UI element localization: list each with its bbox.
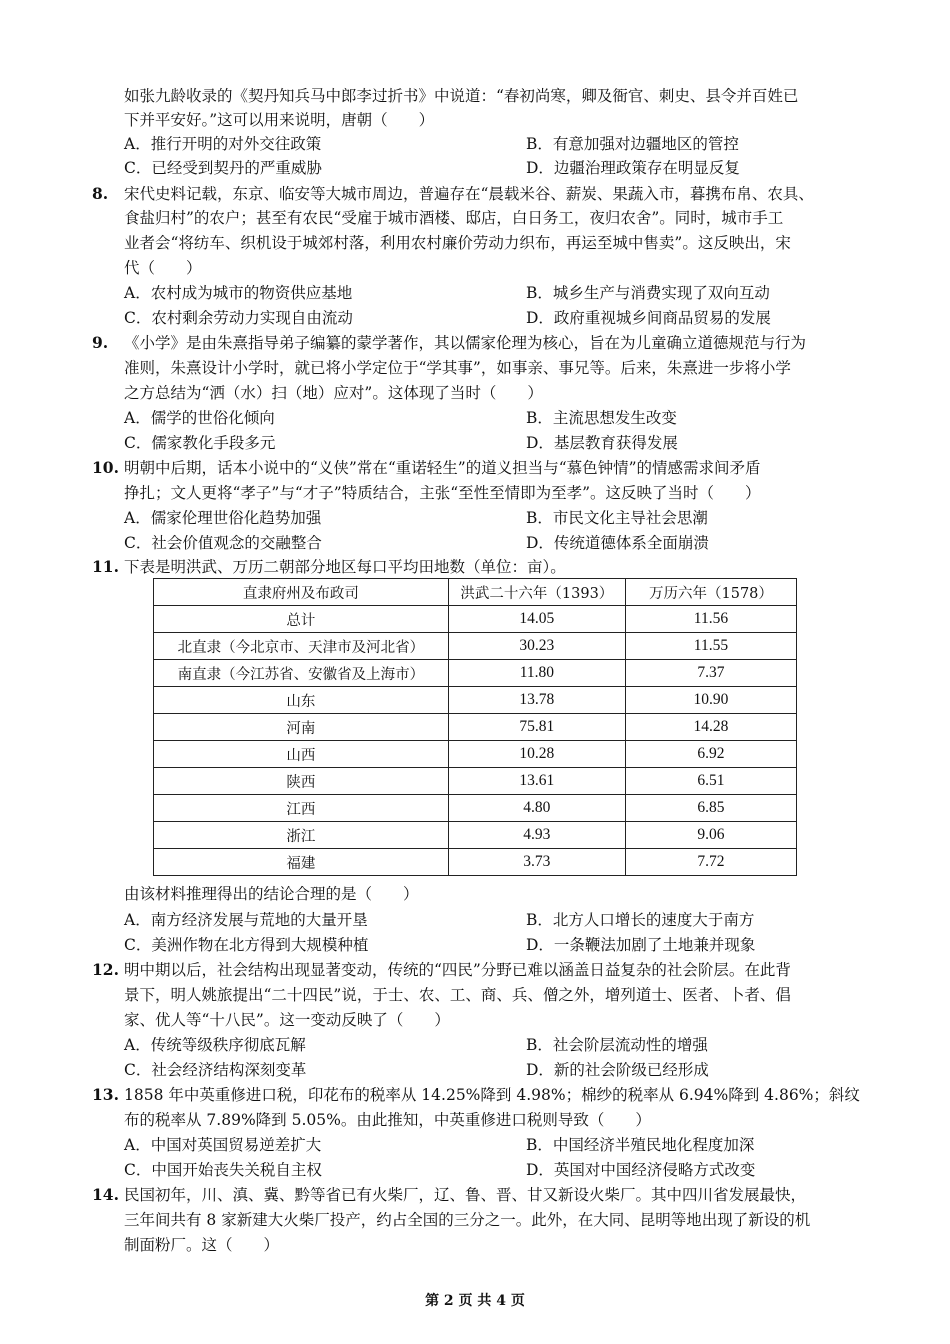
q10-option-d: D．传统道德体系全面崩溃	[526, 534, 709, 552]
q9-option-a: A．儒学的世俗化倾向	[124, 409, 275, 427]
q12-option-a: A．传统等级秩序彻底瓦解	[124, 1036, 306, 1054]
table-row	[154, 660, 797, 687]
q7-option-c: C．已经受到契丹的严重威胁	[124, 159, 322, 177]
table-row	[154, 795, 797, 822]
q14-line-1: 民国初年，川、滇、冀、黔等省已有火柴厂，辽、鲁、晋、甘又新设火柴厂。其中四川省发展最快，	[124, 1186, 807, 1204]
table-cell-region: 江西	[154, 795, 449, 822]
q14-number: 14.	[92, 1185, 119, 1204]
table-cell-wanli: 11.55	[625, 633, 796, 660]
q9-line-1: 《小学》是由朱熹指导弟子编纂的蒙学著作，其以儒家伦理为核心，旨在为儿童确立道德规范与行为	[124, 334, 807, 352]
q7-option-d: D．边疆治理政策存在明显反复	[526, 159, 740, 177]
table-cell-hongwu: 14.05	[448, 606, 625, 633]
table-cell-wanli: 14.28	[625, 714, 796, 741]
q13-number: 13.	[92, 1085, 119, 1104]
table-cell-wanli: 11.56	[625, 606, 796, 633]
q8-line-2: 食盐归村”的农户；甚至有农民“受雇于城市酒楼、邸店，白日务工，夜归农舍”。同时，城市手工	[124, 209, 784, 227]
q10-line-1: 明朝中后期，话本小说中的“义侠”常在“重诺轻生”的道义担当与“慕色钟情”的情感需求间矛盾	[124, 459, 761, 477]
q14-line-2: 三年间共有 8 家新建大火柴厂投产，约占全国的三分之一。此外，在大同、昆明等地出现了新设的机	[124, 1211, 811, 1229]
q7-line-1: 如张九龄收录的《契丹知兵马中郎李过折书》中说道：“春初尚寒，卿及衙官、刺史、县令并百姓已	[124, 87, 799, 105]
q10-option-a: A．儒家伦理世俗化趋势加强	[124, 509, 322, 527]
q13-option-c: C．中国开始丧失关税自主权	[124, 1161, 322, 1179]
q8-option-c: C．农村剩余劳动力实现自由流动	[124, 309, 353, 327]
q11-option-b: B．北方人口增长的速度大于南方	[526, 911, 755, 929]
table-row	[154, 768, 797, 795]
table-cell-hongwu: 30.23	[448, 633, 625, 660]
q9-line-3: 之方总结为“洒（水）扫（地）应对”。这体现了当时（ ）	[124, 384, 543, 402]
table-cell-hongwu: 4.80	[448, 795, 625, 822]
table-cell-wanli: 6.51	[625, 768, 796, 795]
q12-line-1: 明中期以后，社会结构出现显著变动，传统的“四民”分野已难以涵盖日益复杂的社会阶层。在此背	[124, 961, 791, 979]
q9-option-d: D．基层教育获得发展	[526, 434, 678, 452]
q13-option-a: A．中国对英国贸易逆差扩大	[124, 1136, 322, 1154]
table-cell-hongwu: 13.61	[448, 768, 625, 795]
q11-option-c: C．美洲作物在北方得到大规模种植	[124, 936, 369, 954]
table-cell-hongwu: 4.93	[448, 822, 625, 849]
q7-line-2: 下并平安好。”这可以用来说明，唐朝（ ）	[124, 111, 435, 129]
q13-option-b: B．中国经济半殖民地化程度加深	[526, 1136, 755, 1154]
table-row	[154, 687, 797, 714]
q11-number: 11.	[92, 557, 119, 576]
q11-option-a: A．南方经济发展与荒地的大量开垦	[124, 911, 368, 929]
table-row	[154, 822, 797, 849]
q9-number: 9.	[92, 333, 109, 352]
table-cell-region: 北直隶（今北京市、天津市及河北省）	[154, 633, 449, 660]
table-cell-region: 福建	[154, 849, 449, 876]
q9-option-b: B．主流思想发生改变	[526, 409, 677, 427]
q14-line-3: 制面粉厂。这（ ）	[124, 1236, 280, 1254]
table-cell-hongwu: 10.28	[448, 741, 625, 768]
table-cell-region: 浙江	[154, 822, 449, 849]
q13-line-1: 1858 年中英重修进口税，印花布的税率从 14.25%降到 4.98%；棉纱的税率从 6.94%降到 4.86%；斜纹	[124, 1086, 860, 1104]
table-cell-region: 总计	[154, 606, 449, 633]
table-cell-wanli: 7.37	[625, 660, 796, 687]
table-header-row	[154, 579, 797, 606]
table-cell-region: 河南	[154, 714, 449, 741]
q12-option-c: C．社会经济结构深刻变革	[124, 1061, 307, 1079]
table-cell-region: 陕西	[154, 768, 449, 795]
table-cell-wanli: 9.06	[625, 822, 796, 849]
table-cell-region: 山东	[154, 687, 449, 714]
q10-option-c: C．社会价值观念的交融整合	[124, 534, 322, 552]
q8-option-a: A．农村成为城市的物资供应基地	[124, 284, 353, 302]
land-per-capita-table	[153, 578, 797, 876]
table-cell-hongwu: 13.78	[448, 687, 625, 714]
q12-line-2: 景下，明人姚旅提出“二十四民”说，于士、农、工、商、兵、僧之外，增列道士、医者、卜者、倡	[124, 986, 791, 1004]
q8-line-4: 代（ ）	[124, 259, 202, 277]
q9-option-c: C．儒家教化手段多元	[124, 434, 276, 452]
q7-option-b: B．有意加强对边疆地区的管控	[526, 135, 739, 153]
table-cell-region: 山西	[154, 741, 449, 768]
q13-line-2: 布的税率从 7.89%降到 5.05%。由此推知，中英重修进口税则导致（ ）	[124, 1111, 651, 1129]
table-cell-hongwu: 75.81	[448, 714, 625, 741]
table-row	[154, 714, 797, 741]
q8-line-3: 业者会“将纺车、织机设于城郊村落，利用农村廉价劳动力织布，再运至城中售卖”。这反映出，宋	[124, 234, 791, 252]
table-cell-hongwu: 3.73	[448, 849, 625, 876]
table-row	[154, 633, 797, 660]
q10-line-2: 挣扎；文人更将“孝子”与“才子”特质结合，主张“至性至情即为至孝”。这反映了当时（ ）	[124, 484, 761, 502]
q8-option-b: B．城乡生产与消费实现了双向互动	[526, 284, 770, 302]
q8-line-1: 宋代史料记载，东京、临安等大城市周边，普遍存在“晨载米谷、薪炭、果蔬入市，暮携布帛、农具、	[124, 185, 814, 203]
q7-option-a: A．推行开明的对外交往政策	[124, 135, 322, 153]
q8-number: 8.	[92, 184, 109, 203]
q12-option-d: D．新的社会阶级已经形成	[526, 1061, 709, 1079]
q10-option-b: B．市民文化主导社会思潮	[526, 509, 708, 527]
q11-intro: 下表是明洪武、万历二朝部分地区每口平均田地数（单位：亩）。	[124, 558, 566, 576]
table-row	[154, 849, 797, 876]
q8-option-d: D．政府重视城乡间商品贸易的发展	[526, 309, 771, 327]
q12-number: 12.	[92, 960, 119, 979]
table-cell-region: 南直隶（今江苏省、安徽省及上海市）	[154, 660, 449, 687]
table-cell-wanli: 10.90	[625, 687, 796, 714]
q10-number: 10.	[92, 458, 119, 477]
q11-question: 由该材料推理得出的结论合理的是（ ）	[124, 885, 419, 903]
table-header-hongwu: 洪武二十六年（1393）	[448, 579, 625, 606]
table-cell-wanli: 6.85	[625, 795, 796, 822]
table-header-wanli: 万历六年（1578）	[625, 579, 796, 606]
q9-line-2: 准则，朱熹设计小学时，就已将小学定位于“学其事”，如事亲、事兄等。后来，朱熹进一步将小学	[124, 359, 791, 377]
table-row	[154, 741, 797, 768]
table-cell-hongwu: 11.80	[448, 660, 625, 687]
q12-line-3: 家、优人等“十八民”。这一变动反映了（ ）	[124, 1011, 450, 1029]
q11-option-d: D．一条鞭法加剧了土地兼并现象	[526, 936, 756, 954]
table-cell-wanli: 6.92	[625, 741, 796, 768]
table-row	[154, 606, 797, 633]
table-header-region: 直隶府州及布政司	[154, 579, 449, 606]
table-cell-wanli: 7.72	[625, 849, 796, 876]
q13-option-d: D．英国对中国经济侵略方式改变	[526, 1161, 756, 1179]
page-footer: 第 2 页 共 4 页	[425, 1293, 525, 1309]
q12-option-b: B．社会阶层流动性的增强	[526, 1036, 708, 1054]
